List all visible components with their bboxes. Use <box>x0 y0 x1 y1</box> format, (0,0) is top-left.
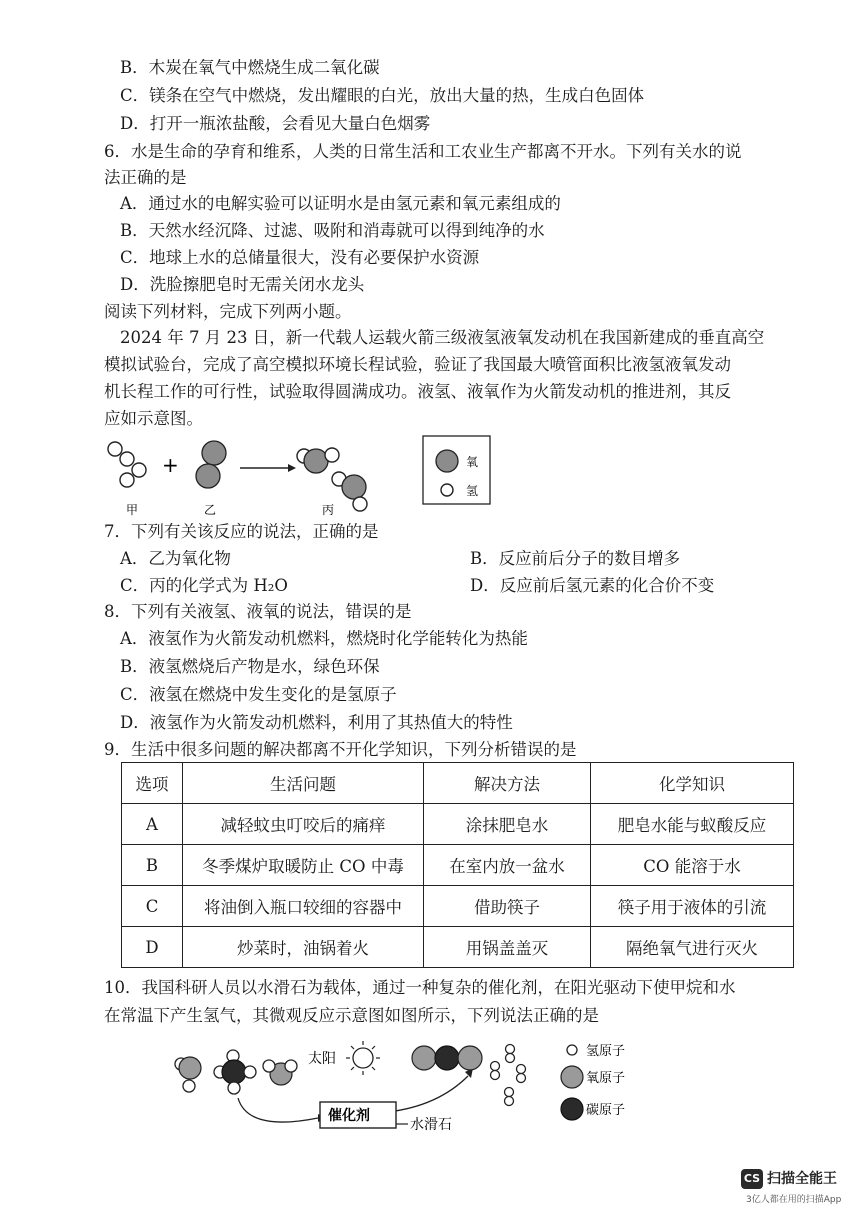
table-cell: 用锅盖盖灭 <box>424 927 591 968</box>
table-cell: A <box>122 804 183 845</box>
reaction-diagram <box>100 432 500 522</box>
table-row <box>122 927 794 968</box>
water-molecule <box>175 1057 201 1092</box>
legend-hydrogen-atom <box>567 1045 577 1055</box>
legend-hydrogen-label: 氢原子 <box>586 1044 626 1059</box>
reading-line-2: 模拟试验台，完成了高空模拟环境长程试验，验证了我国最大喷管面积比液氢液氧发动 <box>104 355 731 374</box>
molecule-yi <box>196 441 226 488</box>
methane-molecule <box>214 1050 256 1094</box>
q6-option-c: C．地球上水的总储量很大，没有必要保护水资源 <box>120 248 480 267</box>
table-row <box>122 886 794 927</box>
q7-stem: 7．下列有关该反应的说法，正确的是 <box>104 522 379 541</box>
reading-intro: 阅读下列材料，完成下列两小题。 <box>104 302 352 321</box>
flow-arrow-in <box>238 1098 318 1122</box>
q6-option-d: D．洗脸擦肥皂时无需关闭水龙头 <box>120 275 365 294</box>
table-row <box>122 845 794 886</box>
plus-sign: + <box>162 453 179 477</box>
q6-option-a: A．通过水的电解实验可以证明水是由氢元素和氧元素组成的 <box>120 194 561 213</box>
label-jia: 甲 <box>126 503 139 517</box>
table-cell: C <box>122 886 183 927</box>
table-cell: 涂抹肥皂水 <box>424 804 591 845</box>
table-cell: D <box>122 927 183 968</box>
q6-stem-line1: 6．水是生命的孕育和维系，人类的日常生活和工农业生产都离不开水。下列有关水的说 <box>104 142 742 161</box>
molecule-bing <box>297 448 367 511</box>
legend-oxygen-atom <box>561 1066 583 1088</box>
reading-line-4: 应如示意图。 <box>104 409 203 428</box>
legend-carbon-atom <box>561 1098 583 1120</box>
table-cell: 借助筷子 <box>424 886 591 927</box>
support-label: 水滑石 <box>410 1117 452 1133</box>
reading-line-1: 2024 年 7 月 23 日，新一代载人运载火箭三级液氢液氧发动机在我国新建成的垂直高空 <box>120 328 765 347</box>
q5-option-c: C．镁条在空气中燃烧，发出耀眼的白光，放出大量的热，生成白色固体 <box>120 86 645 105</box>
co2-molecule <box>412 1046 482 1070</box>
scanner-app-name: 扫描全能王 <box>767 1171 837 1187</box>
q8-stem: 8．下列有关液氢、液氧的说法，错误的是 <box>104 602 412 621</box>
table-cell: 将油倒入瓶口较细的容器中 <box>183 886 424 927</box>
q8-option-a: A．液氢作为火箭发动机燃料，燃烧时化学能转化为热能 <box>120 629 528 648</box>
table-cell: 肥皂水能与蚁酸反应 <box>591 804 794 845</box>
legend-box <box>423 436 490 504</box>
header-cell: 生活问题 <box>183 763 424 804</box>
table-cell: 冬季煤炉取暖防止 CO 中毒 <box>183 845 424 886</box>
catalysis-diagram <box>168 1036 688 1140</box>
q7-option-b: B．反应前后分子的数目增多 <box>470 549 681 568</box>
q9-table <box>121 762 794 968</box>
q5-option-d: D．打开一瓶浓盐酸，会看见大量白色烟雾 <box>120 114 431 133</box>
q7-option-a: A．乙为氧化物 <box>120 549 231 568</box>
q10-stem-line1: 10．我国科研人员以水滑石为载体，通过一种复杂的催化剂，在阳光驱动下使甲烷和水 <box>104 978 736 997</box>
reading-line-3: 机长程工作的可行性，试验取得圆满成功。液氢、液氧作为火箭发动机的推进剂，其反 <box>104 382 731 401</box>
q7-option-d: D．反应前后氢元素的化合价不变 <box>470 576 715 595</box>
scanner-logo: CS <box>741 1169 763 1189</box>
legend-carbon-label: 碳原子 <box>586 1103 626 1118</box>
legend-hydrogen-atom <box>441 484 453 496</box>
arrow-head <box>288 464 296 472</box>
table-cell: CO 能溶于水 <box>591 845 794 886</box>
q8-option-b: B．液氢燃烧后产物是水，绿色环保 <box>120 657 380 676</box>
legend-oxygen-label: 氧原子 <box>586 1071 626 1086</box>
table-header-row <box>122 763 794 804</box>
q5-option-b: B．木炭在氧气中燃烧生成二氧化碳 <box>120 58 380 77</box>
q10-stem-line2: 在常温下产生氢气，其微观反应示意图如图所示，下列说法正确的是 <box>104 1006 599 1025</box>
table-cell: 减轻蚊虫叮咬后的痛痒 <box>183 804 424 845</box>
legend-hydrogen-label: 氢 <box>466 484 479 498</box>
q6-stem-line2: 法正确的是 <box>104 168 187 187</box>
water-molecule <box>263 1060 297 1085</box>
q6-option-b: B．天然水经沉降、过滤、吸附和消毒就可以得到纯净的水 <box>120 221 545 240</box>
q7-option-c: C．丙的化学式为 H₂O <box>120 576 288 595</box>
table-cell: B <box>122 845 183 886</box>
catalyst-label: 催化剂 <box>328 1108 370 1124</box>
table-cell: 炒菜时，油锅着火 <box>183 927 424 968</box>
legend-oxygen-atom <box>436 450 458 472</box>
q8-option-d: D．液氢作为火箭发动机燃料，利用了其热值大的特性 <box>120 713 513 732</box>
table-cell: 隔绝氧气进行灭火 <box>591 927 794 968</box>
header-cell: 选项 <box>122 763 183 804</box>
label-yi: 乙 <box>204 503 217 517</box>
legend-oxygen-label: 氧 <box>466 455 479 469</box>
scanner-app-slogan: 3亿人都在用的扫描App <box>746 1195 842 1205</box>
sun-icon <box>346 1041 380 1075</box>
q9-stem: 9．生活中很多问题的解决都离不开化学知识，下列分析错误的是 <box>104 740 577 759</box>
flow-arrow-out <box>388 1076 468 1112</box>
hydrogen-molecules <box>491 1045 526 1106</box>
sun-label: 太阳 <box>308 1051 336 1067</box>
table-row <box>122 804 794 845</box>
table-cell: 在室内放一盆水 <box>424 845 591 886</box>
q8-option-c: C．液氢在燃烧中发生变化的是氢原子 <box>120 685 397 704</box>
label-bing: 丙 <box>322 503 335 517</box>
molecule-jia <box>108 442 146 487</box>
header-cell: 解决方法 <box>424 763 591 804</box>
table-cell: 筷子用于液体的引流 <box>591 886 794 927</box>
header-cell: 化学知识 <box>591 763 794 804</box>
